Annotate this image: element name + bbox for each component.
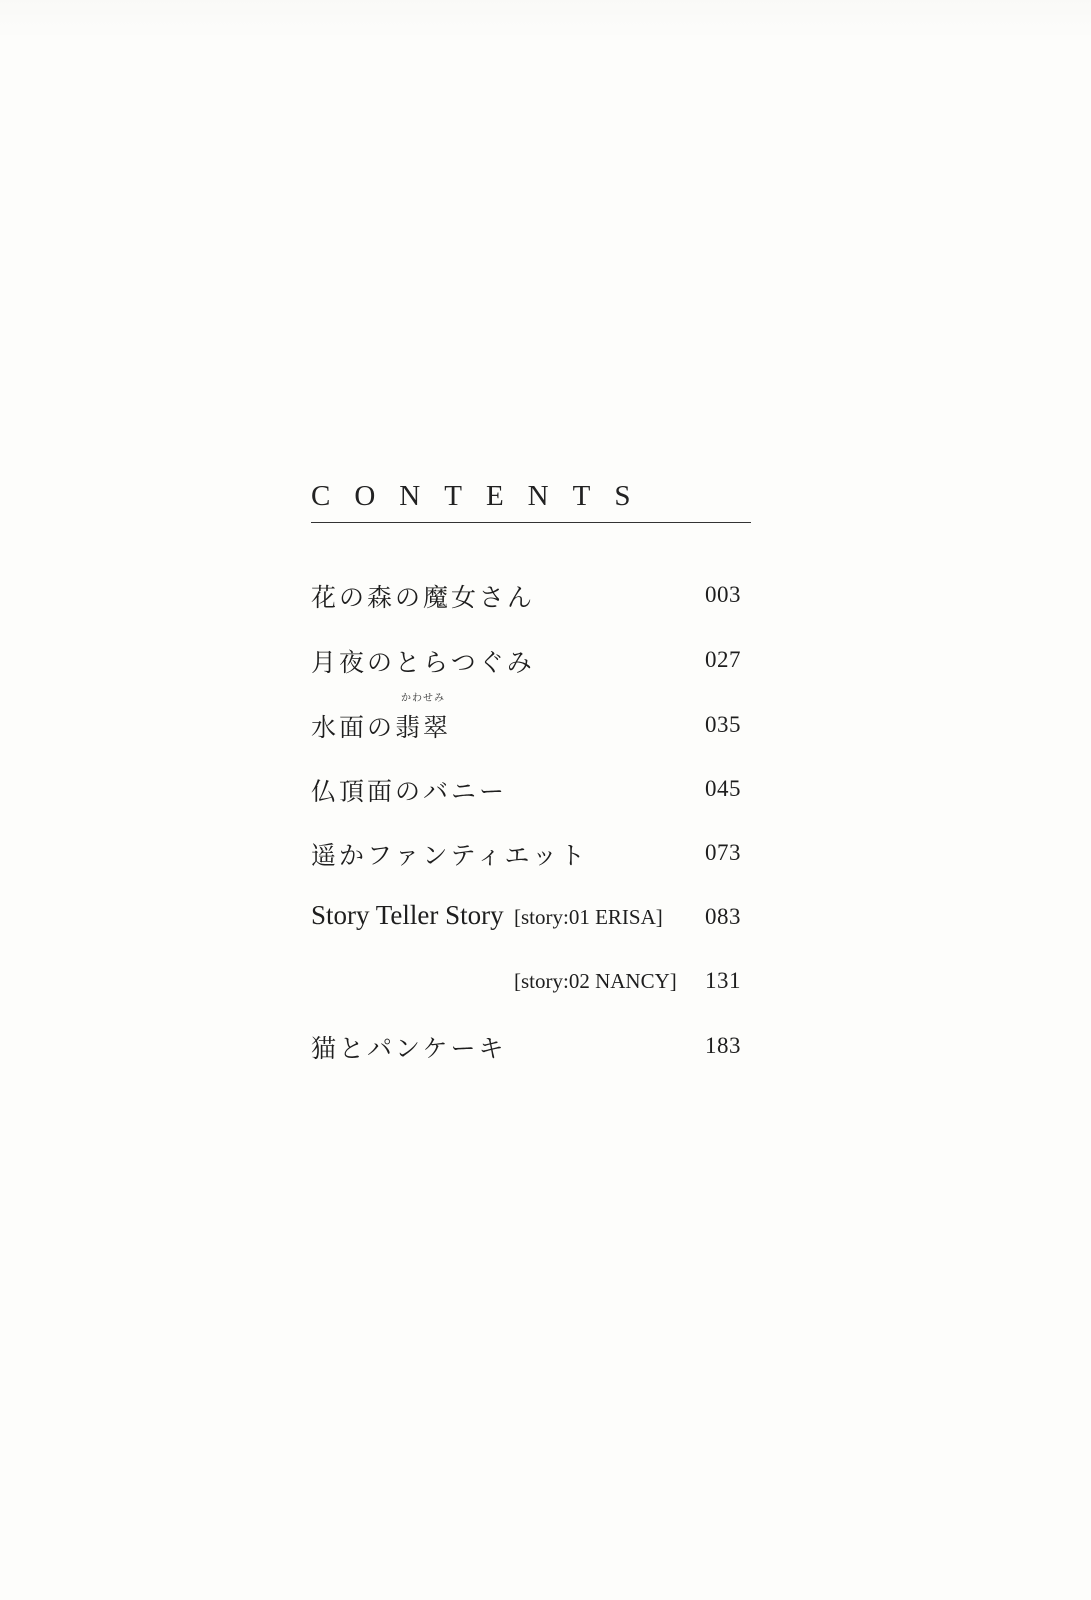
entry-subtitle: [story:01 ERISA] xyxy=(514,905,663,929)
entry-page-number: 083 xyxy=(705,904,741,929)
list-item xyxy=(311,836,751,872)
entry-page-number: 045 xyxy=(705,776,741,801)
list-item xyxy=(311,964,751,1000)
entry-page-number: 183 xyxy=(705,1033,741,1058)
entry-title: 猫とパンケーキ xyxy=(311,1034,507,1063)
entry-page-number: 027 xyxy=(705,647,741,672)
entry-title: 仏頂面のバニー xyxy=(311,777,508,806)
entry-page-number: 131 xyxy=(705,968,741,993)
entry-title: 遥かファンティエット xyxy=(311,841,589,870)
entry-title: 花の森の魔女さん xyxy=(311,583,536,612)
list-item xyxy=(311,578,751,614)
entry-page-number: 035 xyxy=(705,712,741,737)
entry-title: 月夜のとらつぐみ xyxy=(311,648,535,677)
ruby-reading: かわせみ xyxy=(401,693,446,704)
entry-subtitle: [story:02 NANCY] xyxy=(514,969,677,993)
ruby-base: 翡翠 xyxy=(395,713,452,742)
entry-title-prefix: 水面の xyxy=(311,713,396,742)
heading-divider xyxy=(311,522,751,523)
contents-heading xyxy=(311,482,751,522)
table-of-contents xyxy=(311,480,751,1063)
list-item xyxy=(311,772,751,808)
entry-title: Story Teller Story xyxy=(311,900,504,930)
entry-page-number: 003 xyxy=(705,582,741,607)
ruby-group xyxy=(395,693,452,744)
contents-title: CONTENTS xyxy=(311,480,655,512)
entry-title xyxy=(311,693,452,744)
list-item xyxy=(311,900,751,936)
entry-page-number: 073 xyxy=(705,840,741,865)
list-item xyxy=(311,1029,751,1065)
list-item xyxy=(311,643,751,679)
list-item xyxy=(311,693,751,744)
